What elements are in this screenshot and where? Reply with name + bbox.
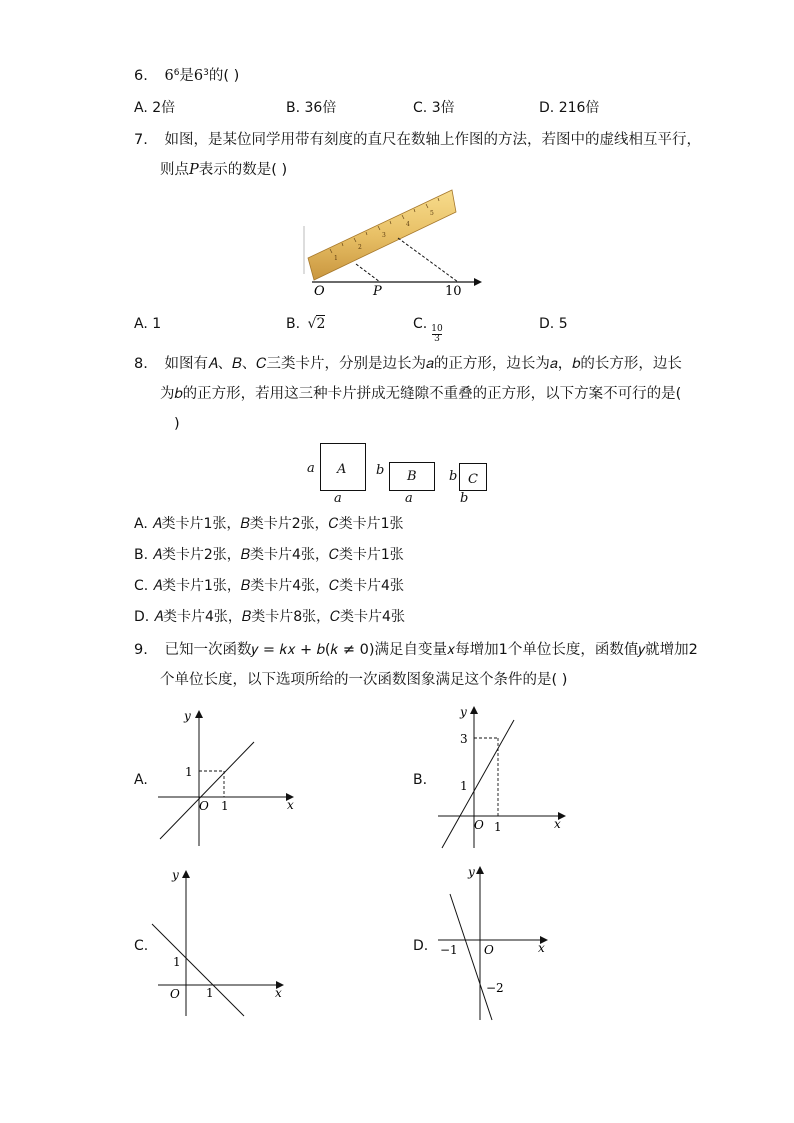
q9-graph-a[interactable]	[150, 706, 300, 850]
card-a-bottom-label: a	[334, 491, 342, 506]
q7-option-a[interactable]	[134, 314, 161, 334]
q6-stem	[134, 66, 239, 86]
q8-option-a[interactable]	[134, 514, 404, 534]
y-axis-arrow	[470, 706, 478, 714]
option-label: C.	[413, 316, 428, 332]
q7-line2-b: 表示的数是( )	[198, 162, 288, 178]
card-b-name: B	[407, 469, 417, 484]
fraction	[431, 325, 442, 344]
q6-tail: 的( )	[208, 68, 240, 84]
q8-line1: 如图有𝐴、𝐵、𝐶三类卡片，分别是边长为𝑎的正方形，边长为𝑎，𝑏的长方形，边长	[164, 356, 682, 372]
q7-number: 7.	[134, 132, 148, 148]
q7-ruler-figure	[300, 186, 490, 300]
option-label: C.	[413, 100, 428, 116]
origin-label: O	[199, 799, 209, 813]
q9-line1: 已知一次函数𝑦 = 𝑘𝑥 + 𝑏(𝑘 ≠ 0)满足自变量𝑥每增加1个单位长度，函数值𝑦就增加2	[164, 642, 698, 658]
y-axis-arrow	[182, 870, 190, 878]
tick-y-1: 1	[460, 779, 468, 793]
q6-base2: 6	[193, 68, 204, 84]
q6-option-d[interactable]	[539, 98, 599, 118]
card-c-bottom-label: b	[460, 491, 469, 506]
x-label: x	[538, 941, 545, 955]
card-b-side-label: b	[376, 463, 385, 478]
option-text: 216倍	[558, 100, 600, 116]
axis-arrow	[474, 278, 482, 286]
q6-base1: 6	[164, 68, 174, 84]
graph-line	[450, 894, 492, 1020]
q6-option-b[interactable]	[286, 98, 336, 118]
option-text: 𝐴类卡片4张，𝐵类卡片8张，𝐶类卡片4张	[153, 609, 405, 625]
q9-stem-line2: 个单位长度，以下选项所给的一次函数图象满足这个条件的是( )	[160, 672, 568, 688]
q8-stem-line3: )	[174, 416, 180, 432]
y-label: y	[460, 705, 467, 719]
option-label: D.	[539, 100, 555, 116]
card-a-name: A	[337, 462, 347, 477]
card-c-name: C	[468, 472, 478, 487]
y-axis-arrow	[195, 710, 203, 718]
option-text: 3倍	[431, 100, 455, 116]
tick-y-neg2: −2	[486, 981, 504, 995]
option-label: D.	[134, 609, 150, 625]
dashed-line-p	[356, 264, 380, 282]
ruler-tick-4: 4	[406, 221, 410, 228]
ruler-tick-1: 1	[334, 255, 338, 262]
q6-mid: 是	[179, 68, 194, 84]
tick-x-1: 1	[206, 986, 214, 1000]
y-axis-arrow	[476, 866, 484, 874]
tick-y-1: 1	[173, 955, 181, 969]
q9-option-b[interactable]: B.	[413, 772, 428, 788]
tick-x-neg1: −1	[440, 943, 458, 957]
option-label: A.	[134, 100, 148, 116]
tick-x-1: 1	[494, 820, 502, 834]
y-label: y	[468, 865, 475, 879]
q6-option-a[interactable]	[134, 98, 175, 118]
label-10: 10	[445, 284, 462, 299]
q8-number: 8.	[134, 356, 148, 372]
card-c	[459, 463, 487, 491]
option-text: 2倍	[152, 100, 176, 116]
q9-option-a[interactable]: A.	[134, 772, 148, 788]
q6-number: 6.	[134, 68, 148, 84]
option-text: 𝐴类卡片1张，𝐵类卡片4张，𝐶类卡片4张	[152, 578, 404, 594]
q9-number: 9.	[134, 642, 148, 658]
option-label: B.	[134, 547, 149, 563]
card-a-side-label: a	[307, 461, 315, 476]
q8-option-c[interactable]	[134, 576, 404, 596]
card-a	[320, 443, 366, 491]
x-label: x	[287, 798, 294, 812]
card-b-bottom-label: a	[405, 491, 413, 506]
label-o: O	[314, 284, 325, 299]
tick-x-1: 1	[221, 799, 229, 813]
q6-exp1: 6	[173, 68, 180, 78]
ruler-tick-2: 2	[358, 244, 362, 251]
dashed-line-10	[398, 238, 458, 282]
option-label: A.	[134, 516, 148, 532]
q8-option-d[interactable]	[134, 607, 405, 627]
option-label: B.	[286, 316, 301, 332]
q8-stem-line2: 为𝑏的正方形，若用这三种卡片拼成无缝隙不重叠的正方形，以下方案不可行的是(	[160, 386, 682, 402]
tick-y-1: 1	[185, 765, 193, 779]
sqrt-radicand: 2	[316, 316, 326, 332]
q9-graph-c[interactable]	[150, 864, 300, 1020]
q7-line1: 如图，是某位同学用带有刻度的直尺在数轴上作图的方法，若图中的虚线相互平行，	[164, 132, 701, 148]
q7-point-p: P	[189, 162, 199, 178]
y-label: y	[172, 868, 179, 882]
label-p: P	[373, 284, 382, 299]
q8-stem-line1	[134, 354, 682, 374]
y-label: y	[184, 709, 191, 723]
option-label: A.	[134, 316, 148, 332]
fraction-numerator: 10	[431, 324, 443, 334]
graph-line	[160, 742, 254, 839]
q9-graph-d[interactable]	[432, 860, 562, 1024]
tick-y-3: 3	[460, 732, 468, 746]
ruler-tick-5: 5	[430, 210, 434, 217]
graph-line	[152, 924, 244, 1016]
option-label: D.	[539, 316, 555, 332]
q9-stem-line1	[134, 640, 698, 660]
origin-label: O	[474, 818, 484, 832]
option-text: 36倍	[304, 100, 337, 116]
q7-option-b[interactable]	[286, 314, 325, 334]
q9-option-d[interactable]: D.	[413, 938, 429, 954]
option-text: 1	[152, 316, 162, 332]
option-text: 5	[558, 316, 568, 332]
q8-option-b[interactable]	[134, 545, 404, 565]
origin-label: O	[170, 987, 180, 1001]
q9-option-c[interactable]: C.	[134, 938, 149, 954]
q7-stem-line2	[160, 160, 287, 180]
fraction-denominator: 3	[434, 334, 440, 344]
x-label: x	[275, 986, 282, 1000]
q7-option-c[interactable]	[413, 314, 443, 344]
origin-label: O	[484, 943, 494, 957]
option-text: 𝐴类卡片1张，𝐵类卡片2张，𝐶类卡片1张	[152, 516, 404, 532]
option-label: B.	[286, 100, 301, 116]
sqrt-icon: √	[307, 316, 317, 332]
q7-stem-line1	[134, 130, 701, 150]
q7-option-d[interactable]	[539, 314, 568, 334]
sqrt-expression	[308, 316, 326, 332]
q6-option-c[interactable]	[413, 98, 455, 118]
option-label: C.	[134, 578, 149, 594]
card-c-side-label: b	[449, 469, 458, 484]
card-b	[389, 462, 435, 491]
option-text: 𝐴类卡片2张，𝐵类卡片4张，𝐶类卡片1张	[152, 547, 404, 563]
q7-line2-a: 则点	[160, 162, 189, 178]
ruler-tick-3: 3	[382, 232, 386, 239]
q6-exp2: 3	[203, 68, 209, 78]
x-label: x	[554, 817, 561, 831]
q9-graph-b[interactable]	[432, 700, 572, 852]
